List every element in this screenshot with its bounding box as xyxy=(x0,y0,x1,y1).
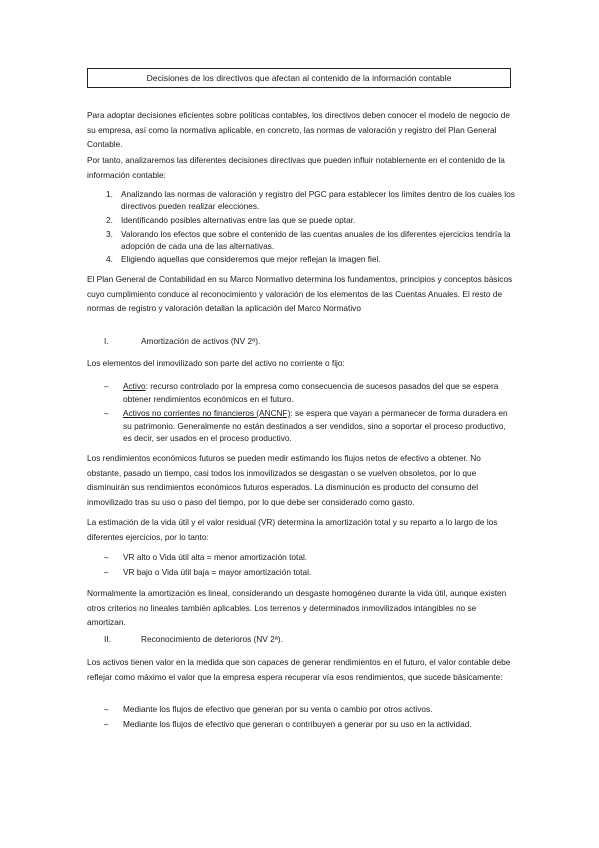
vr-item-alto xyxy=(104,551,516,564)
step-number: 4. xyxy=(106,254,113,264)
section-title: Amortización de activos (NV 2ª). xyxy=(141,336,261,346)
section-title: Reconocimiento de deterioros (NV 2ª). xyxy=(141,634,283,644)
vr-text: VR bajo o Vida útil baja = mayor amortización total. xyxy=(123,567,312,577)
inmovilizado-lead: Los elementos del inmovilizado son parte del activo no corriente o fijo: xyxy=(87,358,345,368)
intro-paragraph-1: Para adoptar decisiones eficientes sobre políticas contables, los directivos deben conocer el modelo de negocio de su empresa, así como la normativa aplicable, en concreto, las normas de valoración y registro del Plan General Contable. xyxy=(87,110,510,149)
flujo-text: Mediante los flujos de efectivo que generan o contribuyen a generar por su uso en la actividad. xyxy=(123,719,472,729)
normalmente-paragraph: Normalmente la amortización es lineal, considerando un desgaste homogéneo durante la vida útil, aunque existen otros criterios no lineales también aplicables. Los terrenos y determinados inmovilizados intangibles no se amortizan. xyxy=(87,588,507,627)
step-text: Identificando posibles alternativas entre las que se puede optar. xyxy=(121,215,356,225)
flujo-item-venta xyxy=(104,703,516,716)
definition-text: : se espera que vayan a permanecer de forma duradera en su patrimonio. Generalmente no están destinados a ser vendidos, sino a soportar el proceso productivo, es decir, ser usados en el proceso productivo. xyxy=(123,408,508,443)
step-number: 2. xyxy=(106,215,113,225)
vr-text: VR alto o Vida útil alta = menor amortización total. xyxy=(123,552,308,562)
step-number: 1. xyxy=(106,189,113,199)
step-item-1 xyxy=(106,188,516,212)
definition-item-ancnf xyxy=(104,407,516,445)
dash-bullet: – xyxy=(104,567,109,577)
section-numeral: I. xyxy=(104,336,109,346)
document-title: Decisiones de los directivos que afectan al contenido de la información contable xyxy=(87,68,511,88)
deterioros-lead: Los activos tienen valor en la medida que son capaces de generar rendimientos en el futuro, el valor contable debe reflejar como máximo el valor que la empresa espera recuperar vía esos rendimientos, que sucede básicamente: xyxy=(87,657,511,682)
flujo-item-uso xyxy=(104,718,516,731)
vr-item-bajo xyxy=(104,566,516,579)
dash-bullet: – xyxy=(104,408,109,418)
dash-bullet: – xyxy=(104,552,109,562)
step-item-4 xyxy=(106,253,516,265)
dash-bullet: – xyxy=(104,381,109,391)
definition-item-activo xyxy=(104,380,516,405)
step-text: Valorando los efectos que sobre el contenido de las cuentas anuales de los diferentes ejercicios tendría la adopción de cada una de las alternativas. xyxy=(121,229,511,252)
estimacion-paragraph: La estimación de la vida útil y el valor residual (VR) determina la amortización total y su reparto a lo largo de los diferentes ejercicios, por lo tanto: xyxy=(87,517,498,542)
term-ancnf: Activos no corrientes no financieros (ANCNF) xyxy=(123,408,291,418)
intro-paragraph-2: Por tanto, analizaremos las diferentes decisiones directivas que pueden influir notablemente en el contenido de la información contable: xyxy=(87,155,505,180)
step-number: 3. xyxy=(106,229,113,239)
step-text: Eligiendo aquellas que consideremos que mejor reflejan la imagen fiel. xyxy=(121,254,381,264)
dash-bullet: – xyxy=(104,719,109,729)
definition-text: : recurso controlado por la empresa como consecuencia de sucesos pasados del que se espera obtener rendimientos económicos en el futuro. xyxy=(123,381,499,404)
step-item-2 xyxy=(106,214,516,226)
rendimientos-paragraph: Los rendimientos económicos futuros se pueden medir estimando los flujos netos de efectivo a obtener. No obstante, pasado un tiempo, casi todos los inmovilizados se desgastan o se vuelven obsoletos, por lo que disminuirán sus rendimientos económicos futuros esperados. La disminución es producto del consumo del inmovilizado tras su uso o paso del tiempo, por lo que debe ser considerado como gasto. xyxy=(87,453,481,507)
term-activo: Activo xyxy=(123,381,146,391)
step-text: Analizando las normas de valoración y registro del PGC para establecer los límites dentro de los cuales los directivos pueden realizar elecciones. xyxy=(121,189,515,212)
dash-bullet: – xyxy=(104,704,109,714)
section-numeral: II. xyxy=(104,634,111,644)
step-item-3 xyxy=(106,228,516,252)
pgc-paragraph: El Plan General de Contabilidad en su Marco Normativo determina los fundamentos, principios y conceptos básicos cuyo cumplimiento conduce al reconocimiento y valoración de los elementos de las Cuentas Anuales. El resto de normas de registro y valoración detallan la aplicación del Marco Normativo xyxy=(87,274,513,313)
flujo-text: Mediante los flujos de efectivo que generan por su venta o cambio por otros activos. xyxy=(123,704,433,714)
